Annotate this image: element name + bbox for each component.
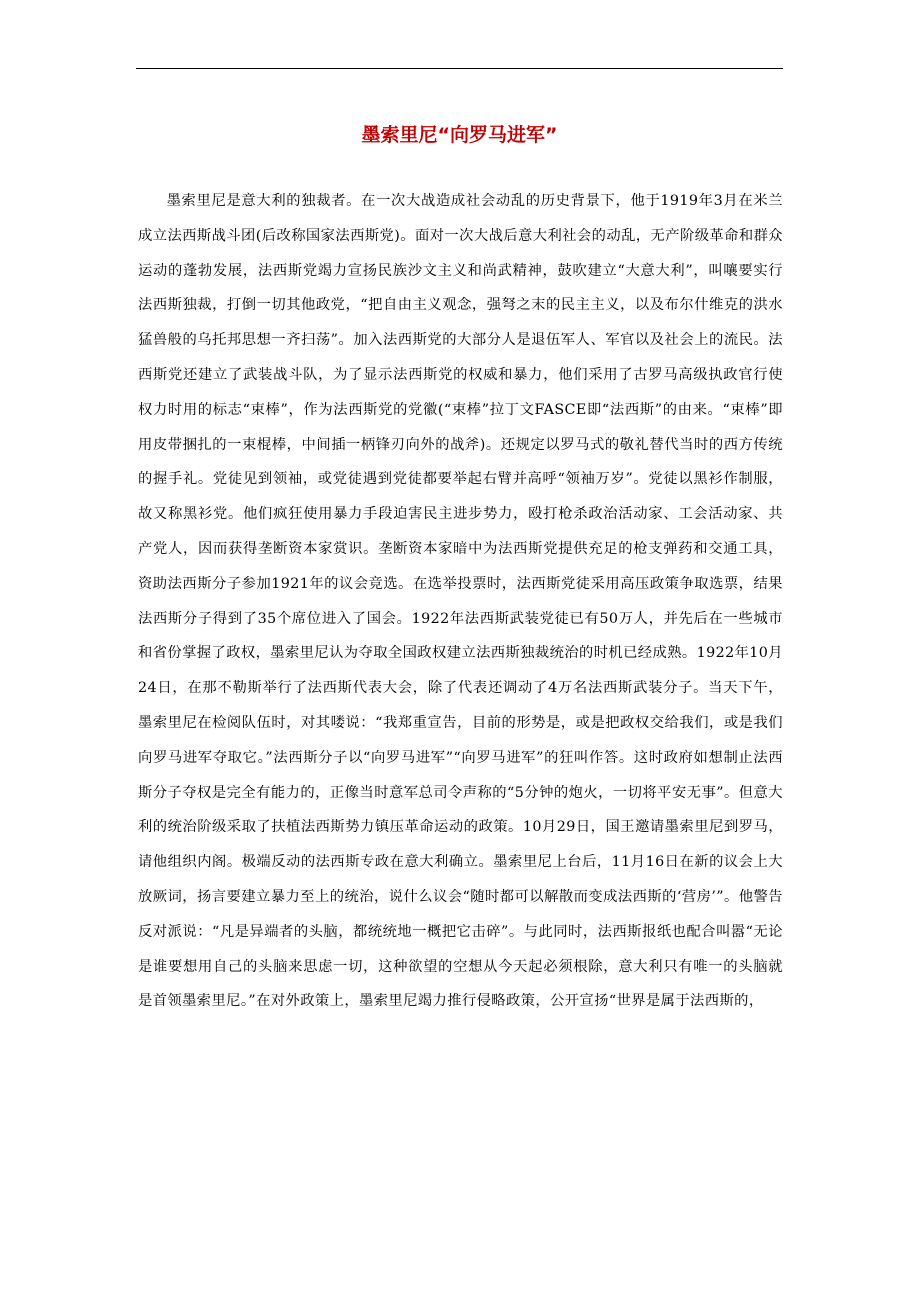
body-paragraph: 墨索里尼是意大利的独裁者。在一次大战造成社会动乱的历史背景下，他于1919年3月在米兰成立法西斯战斗团(后改称国家法西斯党)。面对一次大战后意大利社会的动乱，无产阶级革命和群众运动的蓬勃发展，法西斯党竭力宣扬民族沙文主义和尚武精神，鼓吹建立“大意大利”，叫嚷要实行法西斯独裁，打倒一切其他政党，“把自由主义观念，强弩之末的民主主义，以及布尔什维克的洪水猛兽般的乌托邦思想一齐扫荡”。加入法西斯党的大部分人是退伍军人、军官以及社会上的流民。法西斯党还建立了武装战斗队，为了显示法西斯党的权威和暴力，他们采用了古罗马高级执政官行使权力时用的标志“束棒”，作为法西斯党的党徽(“束棒”拉丁文FASCE即“法西斯”的由来。“束棒”即用皮带捆扎的一束棍棒，中间插一柄锋刃向外的战斧)。还规定以罗马式的敬礼替代当时的西方传统的握手礼。党徒见到领袖，或党徒遇到党徒都要举起右臂并高呼“领袖万岁”。党徒以黑衫作制服，故又称黑衫党。他们疯狂使用暴力手段迫害民主进步势力，殴打枪杀政治活动家、工会活动家、共产党人，因而获得垄断资本家赏识。垄断资本家暗中为法西斯党提供充足的枪支弹药和交通工具，资助法西斯分子参加1921年的议会竞选。在选举投票时，法西斯党徒采用高压政策争取选票，结果法西斯分子得到了35个席位进入了国会。1922年法西斯武装党徒已有50万人，并先后在一些城市和省份掌握了政权，墨索里尼认为夺取全国政权建立法西斯独裁统治的时机已经成熟。1922年10月24日，在那不勒斯举行了法西斯代表大会，除了代表还调动了4万名法西斯武装分子。当天下午，墨索里尼在检阅队伍时，对其喽说：“我郑重宣告，目前的形势是，或是把政权交给我们，或是我们向罗马进军夺取它。”法西斯分子以“向罗马进军”“向罗马进军”的狂叫作答。这时政府如想制止法西斯分子夺权是完全有能力的，正像当时意军总司令声称的“5分钟的炮火，一切将平安无事”。但意大利的统治阶级采取了扶植法西斯势力镇压革命运动的政策。10月29日，国王邀请墨索里尼到罗马，请他组织内阁。极端反动的法西斯专政在意大利确立。墨索里尼上台后，11月16日在新的议会上大放厥词，扬言要建立暴力至上的统治，说什么议会“随时都可以解散而变成法西斯的‘营房’”。他警告反对派说：“凡是异端者的头脑，都统统地一概把它击碎”。与此同时，法西斯报纸也配合叫嚣“无论是谁要想用自己的头脑来思虑一切，这种欲望的空想从今天起必须根除，意大利只有唯一的头脑就是首领墨索里尼。”在对外政策上，墨索里尼竭力推行侵略政策，公开宣扬“世界是属于法西斯的， (138, 193, 783, 1010)
header-rule (136, 68, 783, 69)
document-title: 墨索里尼“向罗马进军” (361, 124, 558, 146)
